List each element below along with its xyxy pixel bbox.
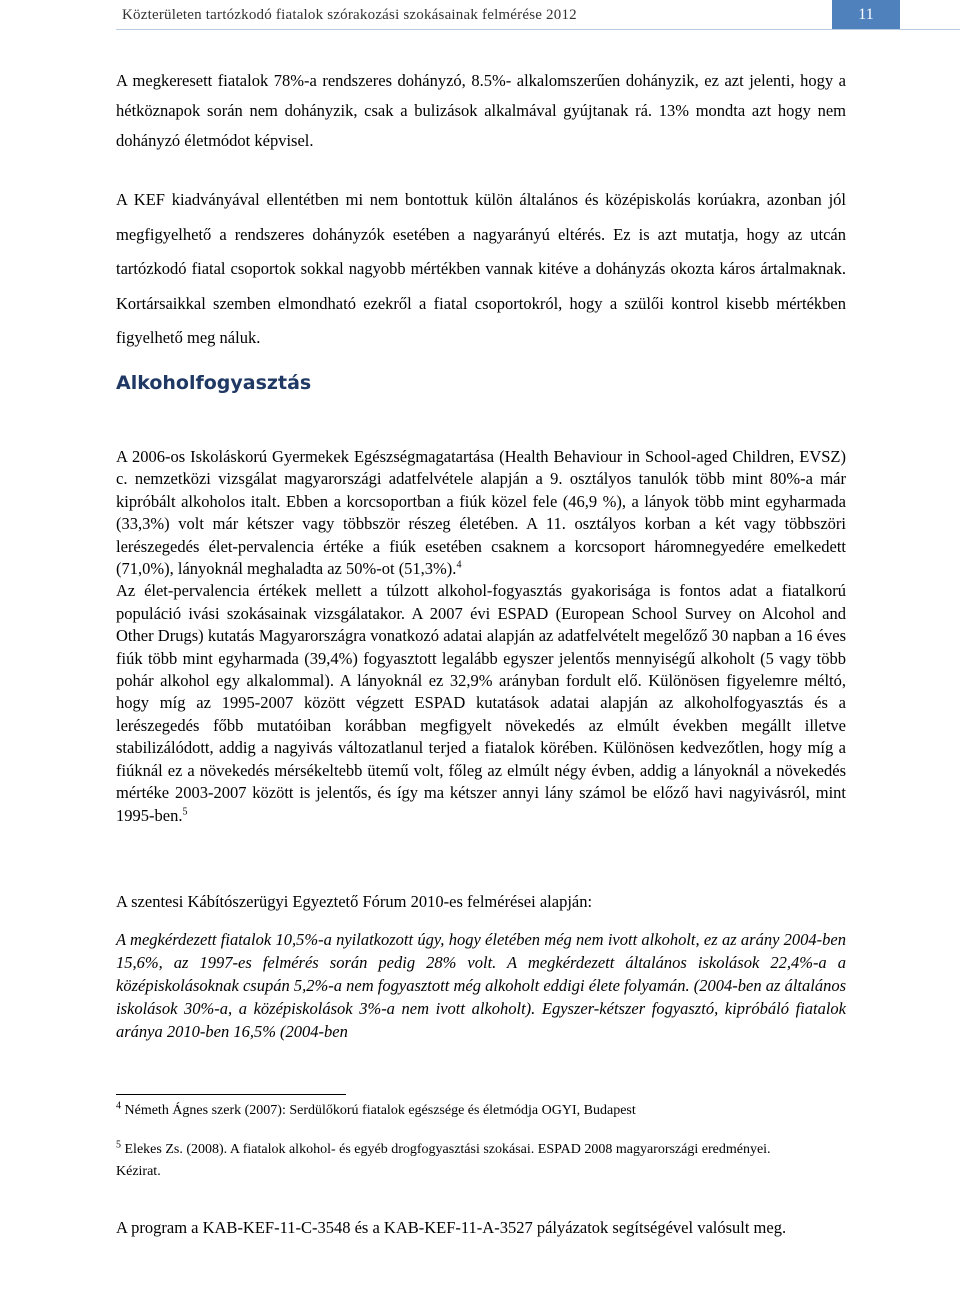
header-divider bbox=[116, 29, 960, 30]
espad-text: Az élet-pervalencia értékek mellett a túlzott alkohol-fogyasztás gyakorisága is fontos adat a fiatalkorú populáció ivási szokásainak vizsgálatakor. A 2007 évi ESPAD (European School Survey on Alcohol and Other Drugs) kutatás Magyarországra vonatkozó adatai alapján az adatfelvételt megelőző 30 napban a 16 éves fiúk több mint egyharmada (39,4%) fogyasztott legalább egyszer jelentős mennyiségű alkoholt (5 vagy több pohár alkohol egy alkalommal). A lányoknál ez 32,9% arányban fordult elő. Különösen figyelemre méltó, hogy míg az 1995-2007 között végzett ESPAD kutatások adatai alapján az alkoholfogyasztás és a lerészegedés főbb mutatóiban korábban megfigyelt növekedés az elmúlt években megállt illetve stabilizálódott, addig a nagyivás változatlanul terjed a fiatalok körében. Különösen kedvezőtlen, hogy míg a fiúknál ez a növekedés mérsékeltebb ütemű volt, főleg az elmúlt négy évben, addig a lányoknál a növekedés mértéke 2003-2007 között is jelentős, és így ma kétszer annyi lány számol be előző havi nagyivásról, mint 1995-ben. bbox=[116, 581, 846, 825]
section-heading-alcohol: Alkoholfogyasztás bbox=[116, 372, 312, 394]
page-number: 11 bbox=[832, 0, 900, 29]
footnote-5 bbox=[116, 1139, 816, 1183]
paragraph-kef-comparison: A KEF kiadványával ellentétben mi nem bontottuk külön általános és középiskolás korúakra, azonban jól megfigyelhető a rendszeres dohányzók esetében a nagyarányú eltérés. Ez is azt mutatja, hogy az utcán tartózkodó fiatal csoportok sokkal nagyobb mértékben vannak kitéve a dohányzás okozta káros ártalmaknak. Kortársaikkal szemben elmondható ezekről a fiatal csoportokról, hogy a szülői kontrol kisebb mértékben figyelhető meg náluk. bbox=[116, 190, 846, 347]
page-footer: A program a KAB-KEF-11-C-3548 és a KAB-KEF-11-A-3527 pályázatok segítségével valósult meg. bbox=[116, 1218, 787, 1237]
footnote-separator bbox=[116, 1094, 346, 1095]
page-header bbox=[0, 0, 960, 34]
footnote-5-text: Elekes Zs. (2008). A fiatalok alkohol- és egyéb drogfogyasztási szokásai. ESPAD 2008 magyarországi eredményei. Kézirat. bbox=[116, 1142, 771, 1179]
footnote-4-number: 4 bbox=[116, 1100, 121, 1112]
paragraph-smoking-stats: A megkeresett fiatalok 78%-a rendszeres dohányzó, 8.5%- alkalomszerűen dohányzik, ez azt jelenti, hogy a hétköznapok során nem dohányzik, csak a bulizások alkalmával gyújtanak rá. 13% mondta azt hogy nem dohányzó életmódot képvisel. bbox=[116, 71, 846, 150]
paragraph-szentes-results: A megkérdezett fiatalok 10,5%-a nyilatkozott úgy, hogy életében még nem ivott alkoholt, ez az arány 2004-ben 15,6%, az 1997-es felmérés során pedig 28% volt. A megkérdezett általános iskolások 22,4%-a a középiskolásoknak csupán 5,2%-a nem fogyasztott még alkoholt eddigi élete folyamán. (2004-ben az általános iskolások 30%-a, a középiskolások 3%-a nem ivott alkoholt). Egyszer-kétszer fogyasztó, kipróbáló fiatalok aránya 2010-ben 16,5% (2004-ben bbox=[116, 930, 846, 1041]
footnote-ref-5: 5 bbox=[182, 806, 188, 817]
footnote-ref-4: 4 bbox=[456, 559, 462, 571]
footnote-5-number: 5 bbox=[116, 1139, 121, 1151]
paragraph-szentes-intro: A szentesi Kábítószerügyi Egyeztető Fórum 2010-es felmérései alapján: bbox=[116, 892, 593, 911]
footnote-4-text: Németh Ágnes szerk (2007): Serdülőkorú fiatalok egészsége és életmódja OGYI, Budapest bbox=[124, 1103, 636, 1118]
paragraph-hbsc-espad bbox=[116, 446, 846, 827]
hbsc-text: A 2006-os Iskoláskorú Gyermekek Egészségmagatartása (Health Behaviour in School-aged Children, EVSZ) c. nemzetközi vizsgálat magyarországi adatfelvétele alapján a 9. osztályos tanulók több mint 80%-a már kipróbált alkoholos italt. Ebben a korcsoportban a fiúk közel fele (46,9 %), a lányok több mint egyharmada (33,3%) volt már kétszer vagy többször részeg életében. A 11. osztályos korban a két vagy többszöri lerészegedés élet-pervalencia értéke a fiúk esetében csaknem a korcsoport háromnegyedére emelkedett (71,0%), lányoknál meghaladta az 50%-ot (51,3%). bbox=[116, 447, 846, 579]
document-title: Közterületen tartózkodó fiatalok szórakozási szokásainak felmérése 2012 bbox=[122, 7, 577, 23]
footnote-4 bbox=[116, 1100, 816, 1122]
